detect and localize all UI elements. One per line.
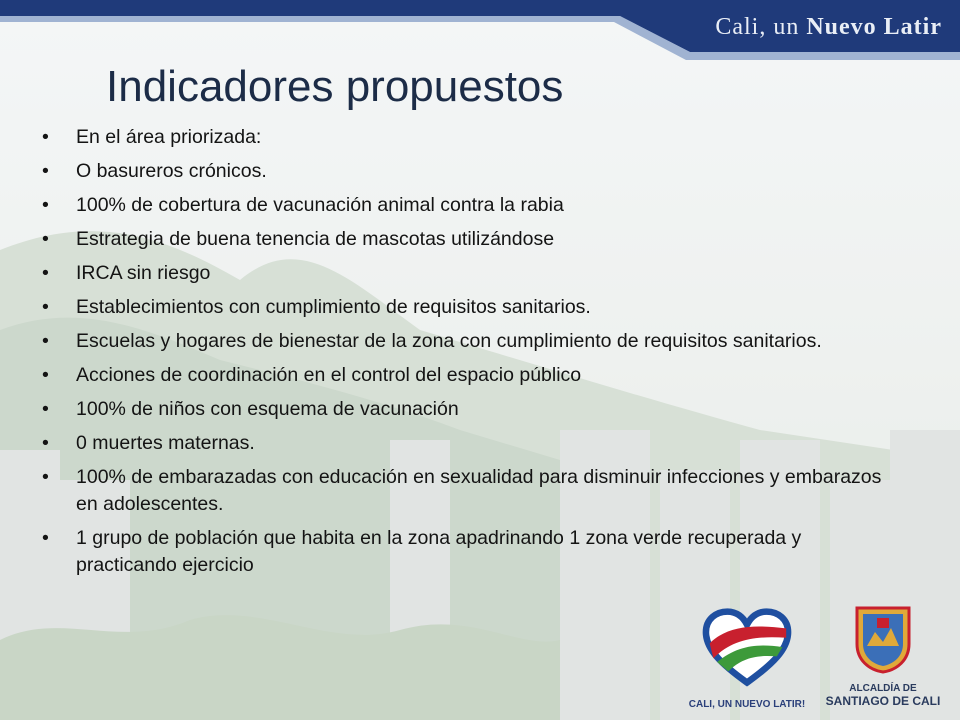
bullet-item: • O basureros crónicos. — [42, 158, 902, 185]
slide-title: Indicadores propuestos — [106, 62, 564, 111]
header-brand-word3: Nuevo Latir — [806, 14, 942, 40]
bullet-item: • 100% de niños con esquema de vacunación — [42, 396, 902, 423]
bullet-item: • Estrategia de buena tenencia de mascotas utilizándose — [42, 226, 902, 253]
seal-caption-line1: ALCALDÍA DE — [849, 683, 917, 694]
bullet-list — [42, 124, 902, 586]
bullet-item: • Establecimientos con cumplimiento de requisitos sanitarios. — [42, 294, 902, 321]
bullet-item: • En el área priorizada: — [42, 124, 902, 151]
alcaldia-logo — [820, 604, 946, 716]
bullet-item: • Acciones de coordinación en el control del espacio público — [42, 362, 902, 389]
cali-heart-logo — [688, 606, 806, 710]
bullet-item: • 100% de embarazadas con educación en sexualidad para disminuir infecciones y embarazos en adolescentes. — [42, 464, 902, 518]
heart-icon — [688, 606, 806, 690]
header-brand — [715, 14, 942, 41]
bullet-item: • Escuelas y hogares de bienestar de la zona con cumplimiento de requisitos sanitarios. — [42, 328, 902, 355]
bullet-item: • 1 grupo de población que habita en la zona apadrinando 1 zona verde recuperada y practicando ejercicio — [42, 525, 902, 579]
bullet-item: • 0 muertes maternas. — [42, 430, 902, 457]
seal-caption-line2: SANTIAGO DE CALI — [825, 694, 941, 708]
header-brand-word1: Cali, — [715, 14, 767, 40]
coat-of-arms-icon — [852, 604, 914, 674]
bullet-item: • IRCA sin riesgo — [42, 260, 902, 287]
header-brand-word2: un — [773, 14, 800, 40]
bullet-item: • 100% de cobertura de vacunación animal contra la rabia — [42, 192, 902, 219]
heart-logo-caption: CALI, UN NUEVO LATIR! — [688, 699, 806, 710]
